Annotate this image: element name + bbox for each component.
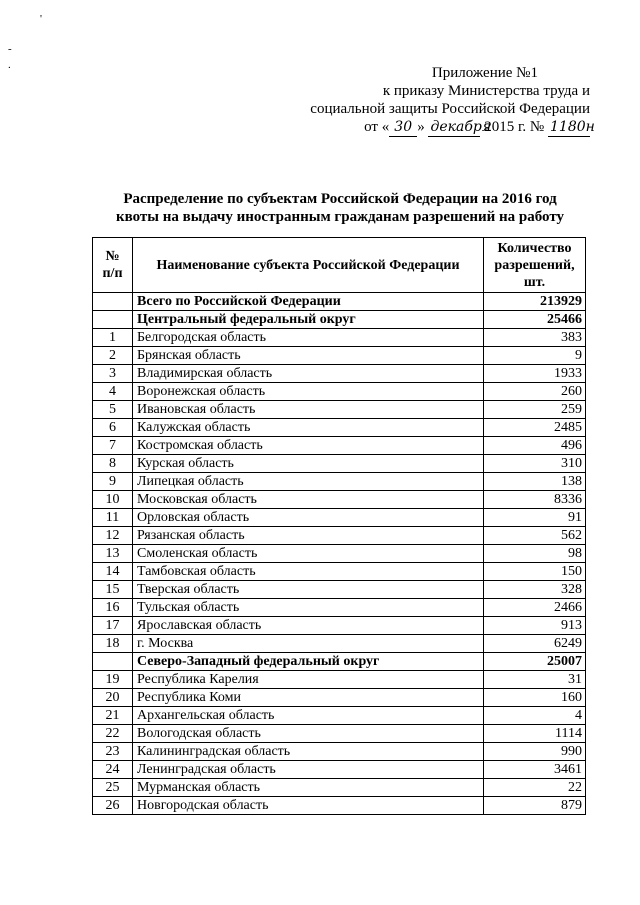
permit-count: 2485: [484, 419, 586, 437]
table-row: [93, 491, 586, 509]
row-number: 19: [93, 671, 133, 689]
permit-count: 150: [484, 563, 586, 581]
date-year: 2015 г. №: [484, 119, 545, 135]
permit-count: 328: [484, 581, 586, 599]
subject-name: Брянская область: [133, 347, 484, 365]
permit-count: 1933: [484, 365, 586, 383]
permit-count: 310: [484, 455, 586, 473]
table-row: [93, 419, 586, 437]
handwritten-month: декабря: [430, 119, 492, 135]
header-quantity-line-1: Количество: [497, 240, 572, 256]
permit-count: 213929: [484, 293, 586, 311]
permit-count: 562: [484, 527, 586, 545]
scan-mark: .: [8, 59, 11, 71]
subject-name: Рязанская область: [133, 527, 484, 545]
total-row: [93, 293, 586, 311]
annex-title: Приложение №1: [431, 65, 538, 81]
permit-count: 138: [484, 473, 586, 491]
row-number: 25: [93, 779, 133, 797]
table-row: [93, 797, 586, 815]
subject-name: Республика Коми: [133, 689, 484, 707]
header-quantity-line-3: шт.: [523, 274, 546, 290]
row-number: [93, 293, 133, 311]
permit-count: 9: [484, 347, 586, 365]
subject-name: Калининградская область: [133, 743, 484, 761]
permit-count: 31: [484, 671, 586, 689]
row-number: 24: [93, 761, 133, 779]
row-number: 7: [93, 437, 133, 455]
row-number: 14: [93, 563, 133, 581]
district-row: [93, 653, 586, 671]
subject-name: Московская область: [133, 491, 484, 509]
row-number: 13: [93, 545, 133, 563]
row-number: 15: [93, 581, 133, 599]
row-number: 18: [93, 635, 133, 653]
table-row: [93, 599, 586, 617]
subject-name: Ярославская область: [133, 617, 484, 635]
permit-count: 383: [484, 329, 586, 347]
table-row: [93, 617, 586, 635]
row-number: [93, 311, 133, 329]
annex-date-line: [364, 118, 595, 137]
permit-count: 260: [484, 383, 586, 401]
subject-name: Калужская область: [133, 419, 484, 437]
scan-mark: ': [40, 13, 42, 25]
handwritten-day: 30: [389, 118, 417, 137]
subject-name: Всего по Российской Федерации: [133, 293, 484, 311]
header-number-line-2: п/п: [102, 266, 123, 281]
subject-name: Орловская область: [133, 509, 484, 527]
table-row: [93, 725, 586, 743]
table-header-row: [93, 238, 586, 293]
annex-ministry-line: социальной защиты Российской Федерации: [310, 101, 590, 117]
title-line-1: Распределение по субъектам Российской Федерации на 2016 год: [123, 191, 557, 207]
district-row: [93, 311, 586, 329]
title-line-2: квоты на выдачу иностранным гражданам разрешений на работу: [115, 209, 565, 225]
table-row: [93, 527, 586, 545]
subject-name: Тверская область: [133, 581, 484, 599]
header-number-line-1: №: [105, 249, 120, 264]
permit-count: 98: [484, 545, 586, 563]
subject-name: Липецкая область: [133, 473, 484, 491]
table-row: [93, 545, 586, 563]
table-row: [93, 509, 586, 527]
subject-name: Воронежская область: [133, 383, 484, 401]
table-row: [93, 563, 586, 581]
table-row: [93, 707, 586, 725]
permit-count: 259: [484, 401, 586, 419]
permit-count: 4: [484, 707, 586, 725]
subject-name: Смоленская область: [133, 545, 484, 563]
permit-count: 496: [484, 437, 586, 455]
table-row: [93, 473, 586, 491]
permit-count: 1114: [484, 725, 586, 743]
subject-name: Мурманская область: [133, 779, 484, 797]
table-row: [93, 329, 586, 347]
permit-count: 6249: [484, 635, 586, 653]
annex-block: [300, 64, 595, 137]
row-number: 9: [93, 473, 133, 491]
row-number: 16: [93, 599, 133, 617]
subject-name: Архангельская область: [133, 707, 484, 725]
permit-count: 2466: [484, 599, 586, 617]
row-number: 22: [93, 725, 133, 743]
subject-name: Центральный федеральный округ: [133, 311, 484, 329]
row-number: 11: [93, 509, 133, 527]
table-row: [93, 437, 586, 455]
table-row: [93, 581, 586, 599]
subject-name: Ленинградская область: [133, 761, 484, 779]
permit-count: 8336: [484, 491, 586, 509]
table-row: [93, 779, 586, 797]
row-number: 17: [93, 617, 133, 635]
header-number: [93, 238, 133, 293]
header-quantity-line-2: разрешений,: [494, 257, 575, 273]
table-row: [93, 455, 586, 473]
subject-name: Ивановская область: [133, 401, 484, 419]
row-number: 2: [93, 347, 133, 365]
scan-mark: -: [8, 43, 12, 55]
row-number: 6: [93, 419, 133, 437]
document-title: [100, 190, 580, 226]
row-number: 1: [93, 329, 133, 347]
permit-count: 22: [484, 779, 586, 797]
permit-count: 913: [484, 617, 586, 635]
date-prefix: от «: [364, 119, 390, 135]
subject-name: Тульская область: [133, 599, 484, 617]
row-number: 21: [93, 707, 133, 725]
row-number: 5: [93, 401, 133, 419]
permit-count: 25007: [484, 653, 586, 671]
row-number: 4: [93, 383, 133, 401]
permit-count: 3461: [484, 761, 586, 779]
table-row: [93, 365, 586, 383]
table-row: [93, 689, 586, 707]
table-row: [93, 635, 586, 653]
permit-count: 160: [484, 689, 586, 707]
subject-name: Курская область: [133, 455, 484, 473]
subject-name: Вологодская область: [133, 725, 484, 743]
annex-order-line: к приказу Министерства труда и: [382, 83, 590, 99]
permit-count: 25466: [484, 311, 586, 329]
row-number: [93, 653, 133, 671]
subject-name: Костромская область: [133, 437, 484, 455]
table-row: [93, 347, 586, 365]
permit-count: 879: [484, 797, 586, 815]
table-row: [93, 401, 586, 419]
subject-name: Северо-Западный федеральный округ: [133, 653, 484, 671]
date-mid: »: [417, 119, 425, 135]
handwritten-doc-number: 1180н: [550, 119, 595, 135]
row-number: 10: [93, 491, 133, 509]
row-number: 23: [93, 743, 133, 761]
header-subject-name: Наименование субъекта Российской Федерации: [133, 238, 484, 293]
row-number: 26: [93, 797, 133, 815]
table-row: [93, 671, 586, 689]
subject-name: Белгородская область: [133, 329, 484, 347]
subject-name: г. Москва: [133, 635, 484, 653]
quota-table: [92, 237, 586, 815]
row-number: 8: [93, 455, 133, 473]
subject-name: Тамбовская область: [133, 563, 484, 581]
row-number: 20: [93, 689, 133, 707]
subject-name: Республика Карелия: [133, 671, 484, 689]
row-number: 3: [93, 365, 133, 383]
table-row: [93, 743, 586, 761]
row-number: 12: [93, 527, 133, 545]
table-row: [93, 383, 586, 401]
subject-name: Новгородская область: [133, 797, 484, 815]
table-row: [93, 761, 586, 779]
permit-count: 990: [484, 743, 586, 761]
permit-count: 91: [484, 509, 586, 527]
header-quantity: [484, 238, 586, 293]
subject-name: Владимирская область: [133, 365, 484, 383]
